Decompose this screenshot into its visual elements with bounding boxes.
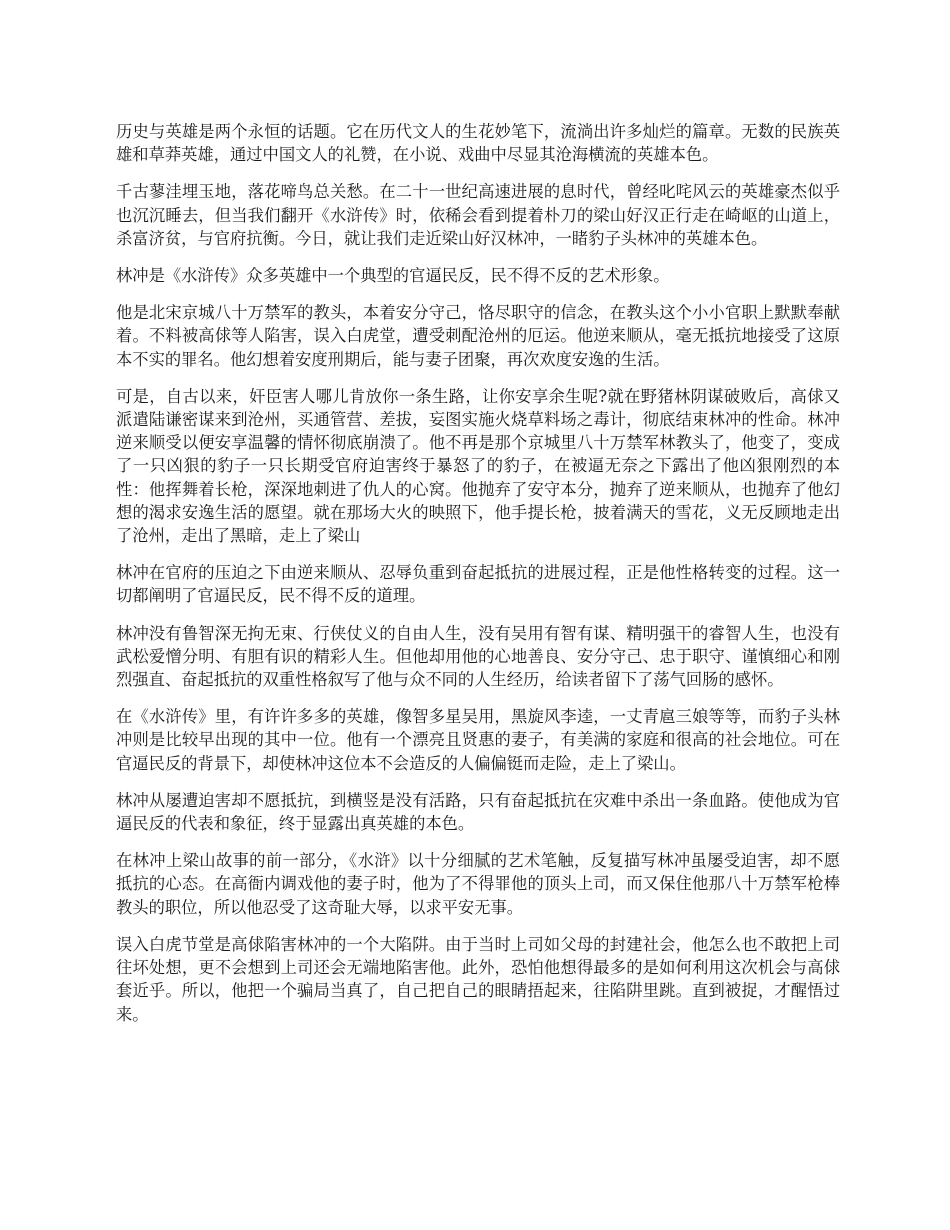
paragraph-8: 在《水浒传》里，有许许多多的英雄，像智多星吴用，黑旋风李逵，一丈青扈三娘等等，而豹子头林冲则是比较早出现的其中一位。他有一个漂亮且贤惠的妻子，有美满的家庭和很高的社会地位。可在官逼民反的背景下，却使林冲这位本不会造反的人偏偏铤而走险，走上了梁山。 bbox=[116, 707, 840, 773]
paragraph-11: 误入白虎节堂是高俅陷害林冲的一个大陷阱。由于当时上司如父母的封建社会，他怎么也不敢把上司往坏处想，更不会想到上司还会无端地陷害他。此外，恐怕他想得最多的是如何利用这次机会与高俅套近乎。所以，他把一个骗局当真了，自己把自己的眼睛捂起来，往陷阱里跳。直到被捉，才醒悟过来。 bbox=[116, 934, 840, 1024]
paragraph-4: 他是北宋京城八十万禁军的教头，本着安分守己，恪尽职守的信念，在教头这个小小官职上默默奉献着。不料被高俅等人陷害，误入白虎堂，遭受刺配沧州的厄运。他逆来顺从，毫无抵抗地接受了这原本不实的罪名。他幻想着安度刑期后，能与妻子团聚，再次欢度安逸的生活。 bbox=[116, 303, 840, 369]
paragraph-6: 林冲在官府的压迫之下由逆来顺从、忍辱负重到奋起抵抗的进展过程，正是他性格转变的过程。这一切都阐明了官逼民反，民不得不反的道理。 bbox=[116, 563, 840, 606]
paragraph-5: 可是，自古以来，奸臣害人哪儿肯放你一条生路，让你安享余生呢?就在野猪林阴谋破败后，高俅又派遣陆谦密谋来到沧州，买通管营、差拔，妄图实施火烧草料场之毒计，彻底结束林冲的性命。林冲逆来顺受以便安享温馨的情怀彻底崩溃了。他不再是那个京城里八十万禁军林教头了，他变了，变成了一只凶狠的豹子一只长期受官府迫害终于暴怒了的豹子，在被逼无奈之下露出了他凶狠刚烈的本性：他挥舞着长枪，深深地刺进了仇人的心窝。他抛弃了安守本分，抛弃了逆来顺从，也抛弃了他幻想的渴求安逸生活的愿望。就在那场大火的映照下，他手提长枪，披着满天的雪花，义无反顾地走出了沧州，走出了黑暗，走上了梁山 bbox=[116, 386, 840, 546]
paragraph-7: 林冲没有鲁智深无拘无束、行侠仗义的自由人生，没有吴用有智有谋、精明强干的睿智人生，也没有武松爱憎分明、有胆有识的精彩人生。但他却用他的心地善良、安分守己、忠于职守、谨慎细心和刚烈强直、奋起抵抗的双重性格叙写了他与众不同的人生经历，给读者留下了荡气回肠的感怀。 bbox=[116, 623, 840, 690]
paragraph-2: 千古蓼洼埋玉地，落花啼鸟总关愁。在二十一世纪高速进展的息时代，曾经叱咤风云的英雄豪杰似乎也沉沉睡去，但当我们翻开《水浒传》时，依稀会看到提着朴刀的梁山好汉正行走在崎岖的山道上，杀富济贫，与官府抗衡。今日，就让我们走近梁山好汉林冲，一睹豹子头林冲的英雄本色。 bbox=[116, 182, 840, 248]
paragraph-3: 林冲是《水浒传》众多英雄中一个典型的官逼民反，民不得不反的艺术形象。 bbox=[116, 266, 670, 286]
paragraph-9: 林冲从屡遭迫害却不愿抵抗，到横竖是没有活路，只有奋起抵抗在灾难中杀出一条血路。使他成为官逼民反的代表和象征，终于显露出真英雄的本色。 bbox=[116, 790, 840, 834]
paragraph-1: 历史与英雄是两个永恒的话题。它在历代文人的生花妙笔下，流淌出许多灿烂的篇章。无数的民族英雄和草莽英雄，通过中国文人的礼赞，在小说、戏曲中尽显其沧海横流的英雄本色。 bbox=[116, 122, 840, 165]
paragraph-10: 在林冲上梁山故事的前一部分，《水浒》以十分细腻的艺术笔触，反复描写林冲虽屡受迫害，却不愿抵抗的心态。在高衙内调戏他的妻子时，他为了不得罪他的顶头上司，而又保住他那八十万禁军枪棒教头的职位，所以他忍受了这奇耻大辱，以求平安无事。 bbox=[116, 851, 840, 917]
